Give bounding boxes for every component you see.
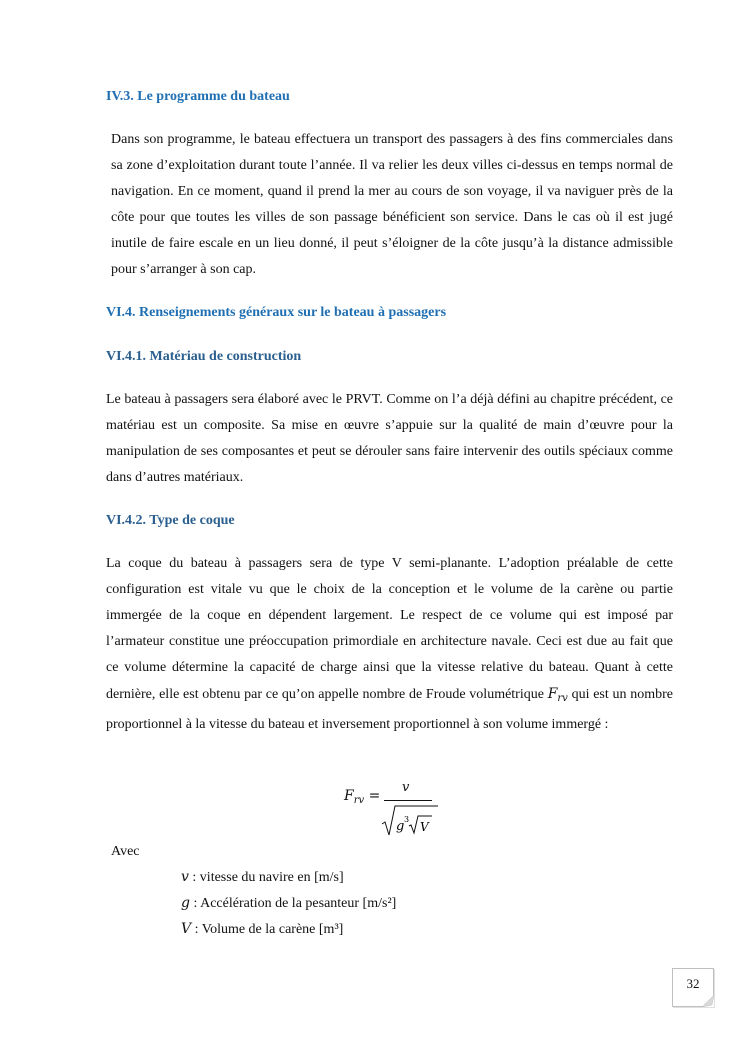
definition-item (181, 895, 396, 912)
formula-equals: = (364, 788, 381, 804)
definition-text: : vitesse du navire en [m/s] (188, 870, 344, 885)
den-v: V (420, 820, 429, 834)
definitions-intro: Avec (111, 844, 140, 859)
froude-symbol (548, 686, 568, 702)
formula-lhs (344, 788, 380, 806)
definition-symbol: v (181, 869, 189, 885)
outer-radical-sign (382, 806, 438, 835)
heading-vi4: VI.4. Renseignements généraux sur le bateau à passagers (106, 305, 447, 320)
definition-symbol: V (181, 921, 192, 937)
paragraph-coque-part2: qui est un nombre proportionnel à la vitesse du bateau et inversement proportionnel à son volume immergé : (106, 687, 673, 732)
paragraph-programme: Dans son programme, le bateau effectuera un transport des passagers à des fins commerciales dans sa zone d’exploitation durant toute l’année. Il va relier les deux villes ci-dessus en temps normal de navigation. En ce moment, quand il prend la mer au cours de son voyage, il va naviguer près de la côte pour que toutes les villes de son passage bénéficient son service. Dans le cas où il est jugé inutile de faire escale en un lieu donné, il peut s’éloigner de la côte jusqu’à la distance admissible pour s’arranger à son cap. (111, 132, 673, 277)
definition-text: : Accélération de la pesanteur [m/s²] (189, 896, 397, 911)
definition-text: : Volume de la carène [m³] (191, 922, 344, 937)
heading-vi42: VI.4.2. Type de coque (106, 513, 235, 528)
den-g: g (396, 819, 405, 834)
page-number: 32 (686, 976, 700, 991)
definition-symbol: g (181, 895, 190, 911)
formula-lhs-sub: rv (353, 795, 365, 806)
heading-vi41: VI.4.1. Matériau de construction (106, 349, 302, 364)
paragraph-coque-part1: La coque du bateau à passagers sera de type V semi-planante. L’adoption préalable de cette configuration est vitale vu que le choix de la conception et le volume de la carène ou partie immergée de la coque en dépendent largement. Le respect de ce volume qui est imposé par l’armateur constitue une préoccupation primordiale en architecture navale. Ceci est due au fait que ce volume détermine la capacité de charge ainsi que la vitesse relative du bateau. Quant à cette dernière, elle est obtenu par ce qu’on appelle nombre de Froude volumétrique (106, 556, 673, 702)
heading-iv3: IV.3. Le programme du bateau (106, 89, 290, 104)
definition-item (181, 921, 343, 938)
paragraph-coque (106, 551, 673, 738)
froude-formula (344, 778, 444, 840)
formula-lhs-main: F (344, 788, 354, 804)
fraction-bar (384, 800, 432, 801)
froude-symbol-main: F (547, 686, 558, 702)
formula-denominator (380, 802, 440, 838)
definition-item (181, 869, 344, 886)
den-index: 3 (404, 815, 410, 824)
froude-symbol-sub: rv (557, 693, 568, 704)
formula-numerator: v (402, 780, 410, 795)
page-curl-icon (702, 995, 714, 1007)
page-number-box (672, 968, 714, 1007)
paragraph-materiau: Le bateau à passagers sera élaboré avec le PRVT. Comme on l’a déjà défini au chapitre précédent, ce matériau est un composite. Sa mise en œuvre s’appuie sur la qualité de main d’œuvre pour la manipulation de ses composantes et peut se dérouler sans faire intervenir des outils spéciaux comme dans d’autres matériaux. (106, 392, 673, 485)
